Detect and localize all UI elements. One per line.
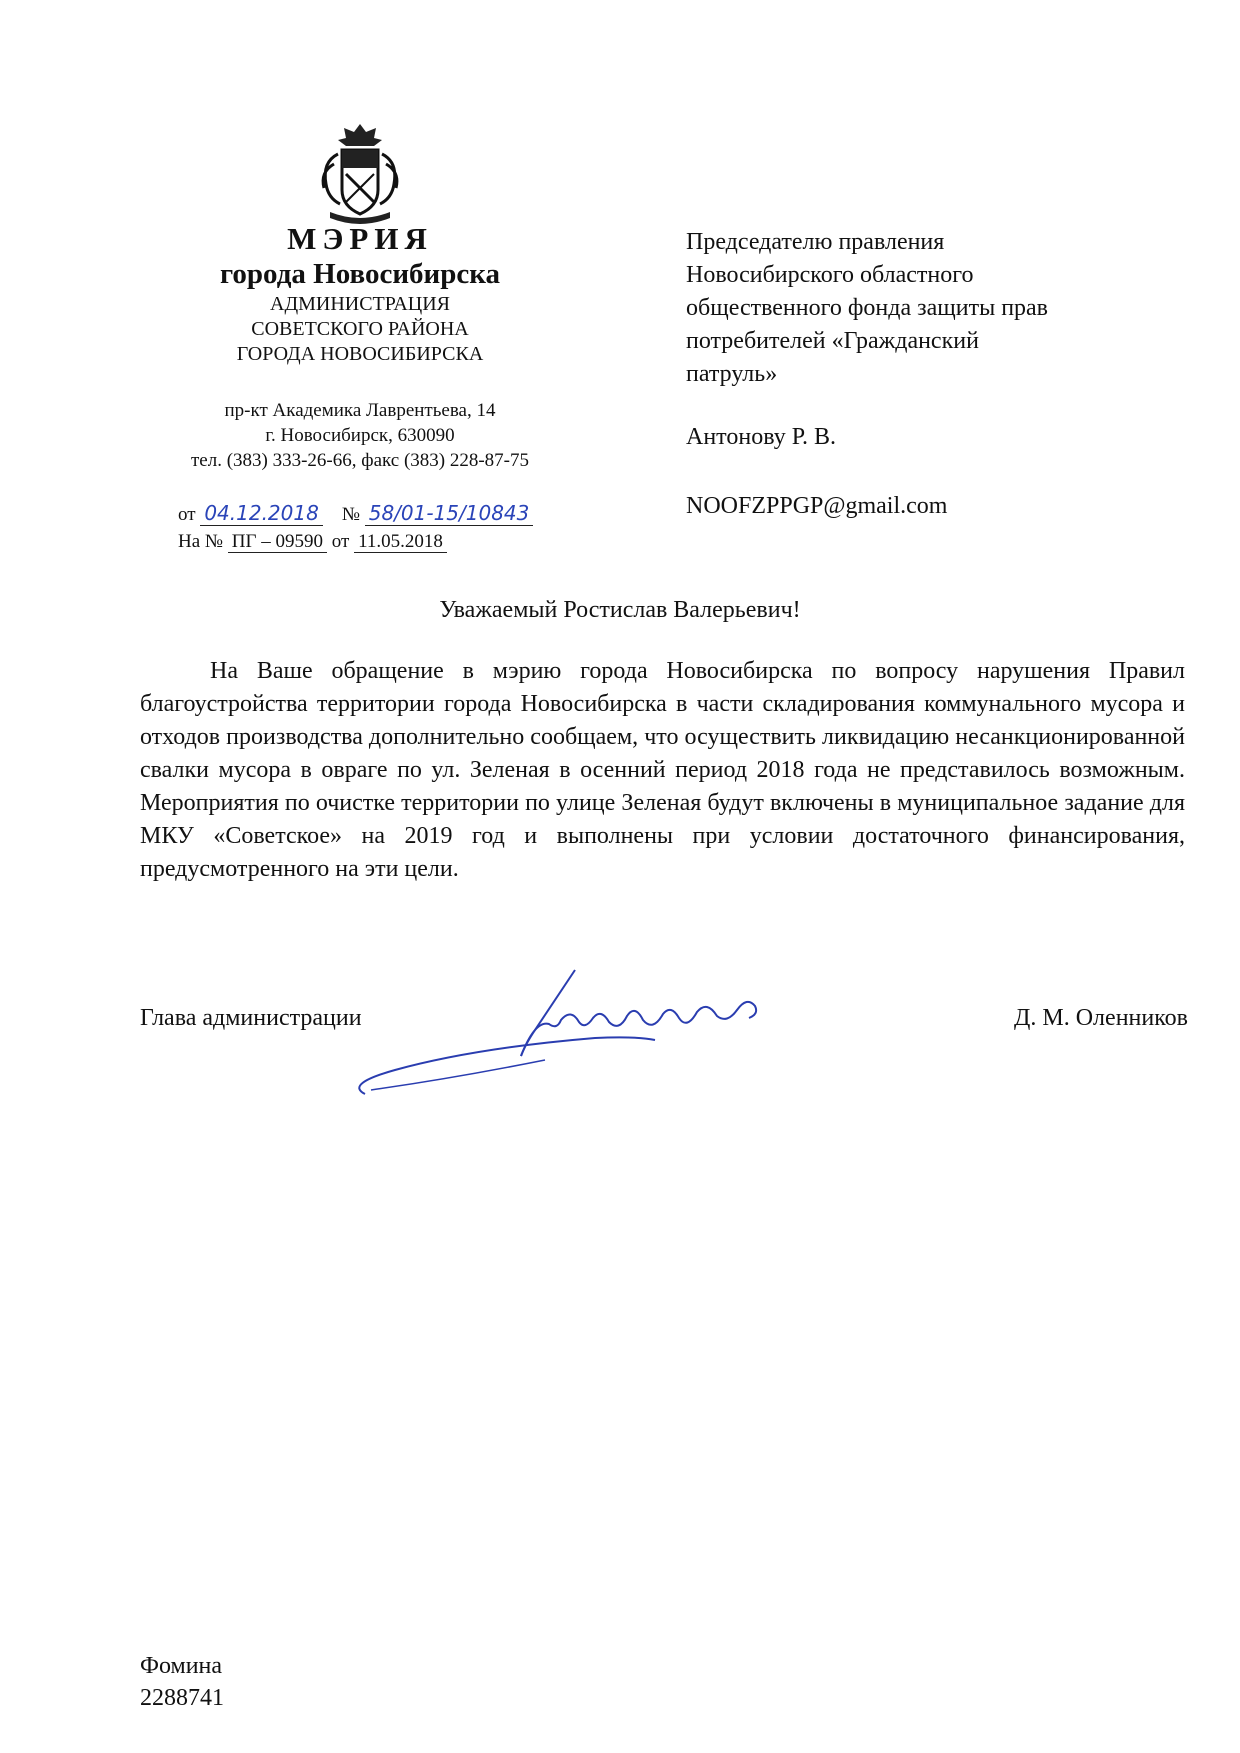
executor-phone: 2288741	[140, 1685, 224, 1711]
organization-address	[130, 398, 590, 473]
registration-block	[178, 500, 598, 555]
recipient-position-line: патруль»	[686, 361, 778, 387]
number-label: №	[341, 504, 360, 525]
organization-header	[140, 222, 580, 367]
coat-of-arms-icon	[316, 118, 404, 230]
recipient-name: Антонову Р. В.	[686, 424, 837, 450]
address-line: тел. (383) 333-26-66, факс (383) 228-87-75	[190, 450, 530, 471]
reply-date: 11.05.2018	[354, 531, 447, 553]
address-line: г. Новосибирск, 630090	[265, 425, 455, 446]
outgoing-date: 04.12.2018	[200, 501, 323, 526]
city-title: города Новосибирска	[219, 258, 501, 290]
mayor-title: МЭРИЯ	[287, 221, 433, 256]
signatory-position: Глава администрации	[140, 1005, 362, 1031]
recipient-position-line: Новосибирского областного	[686, 262, 974, 288]
administration-line: АДМИНИСТРАЦИЯ	[270, 293, 450, 315]
from-label: от	[178, 504, 196, 525]
address-line: пр-кт Академика Лаврентьева, 14	[224, 400, 496, 421]
registration-line	[178, 500, 598, 528]
reply-number: ПГ – 09590	[228, 531, 327, 553]
greeting: Уважаемый Ростислав Валерьевич!	[439, 597, 801, 623]
reply-from-label: от	[331, 531, 350, 552]
administration-line: СОВЕТСКОГО РАЙОНА	[251, 318, 469, 340]
recipient-position-line: общественного фонда защиты прав	[686, 295, 1049, 321]
recipient-position-line: Председателю правления	[686, 229, 945, 255]
reply-label: На №	[178, 531, 224, 552]
signatory-name: Д. М. Оленников	[1014, 1005, 1188, 1031]
letter-body: На Ваше обращение в мэрию города Новосибирска по вопросу нарушения Правил благоустройства территории города Новосибирска в части складирования коммунального мусора и отходов производства дополнительно сообщаем, что осуществить ликвидацию несанкционированной свалки мусора в овраге по ул. Зеленая в осенний период 2018 года не представилось возможным. Мероприятия по очистке территории по улице Зеленая будут включены в муниципальное задание для МКУ «Советское» на 2019 год и выполнены при условии достаточного финансирования, предусмотренного на эти цели.	[140, 658, 1185, 882]
recipient-position-line: потребителей «Гражданский	[686, 328, 979, 354]
recipient-block	[686, 226, 1186, 523]
executor-block	[140, 1650, 224, 1714]
recipient-email: NOOFZPPGP@gmail.com	[686, 493, 948, 519]
handwritten-signature	[335, 960, 875, 1100]
reply-line	[178, 528, 598, 555]
administration-line: ГОРОДА НОВОСИБИРСКА	[236, 343, 484, 365]
outgoing-number: 58/01-15/10843	[365, 501, 534, 526]
executor-name: Фомина	[140, 1653, 223, 1679]
